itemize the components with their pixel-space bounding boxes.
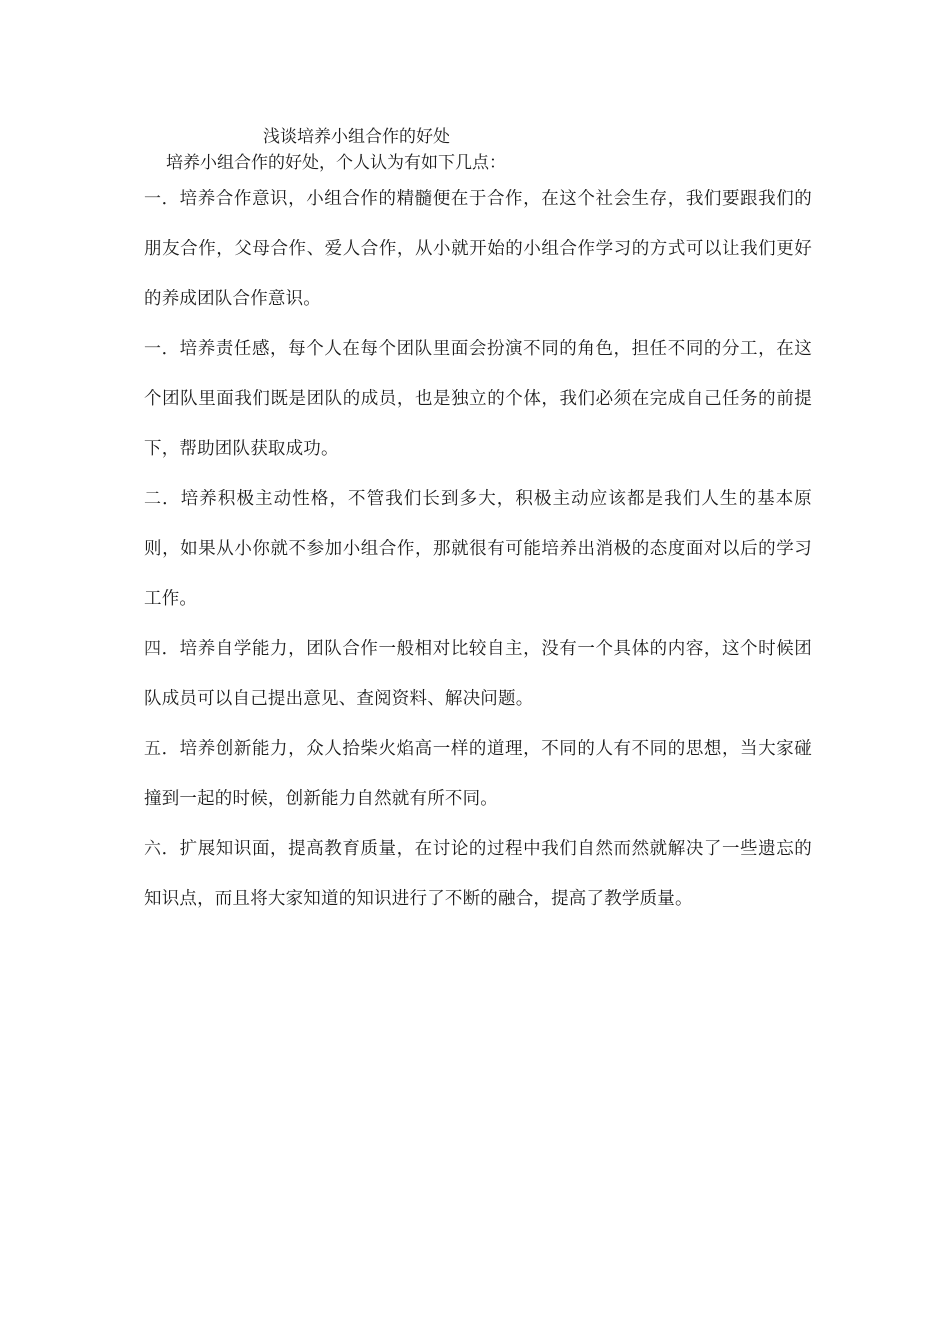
paragraph-text: ．培养创新能力，众人拾柴火焰高一样的道理，不同的人有不同的思想，当大家碰撞到一起的时候，创新能力自然就有所不同。 — [144, 739, 812, 809]
paragraph-1 — [144, 174, 812, 324]
paragraph-3 — [144, 474, 812, 624]
document-title: 浅谈培养小组合作的好处 — [263, 127, 450, 147]
paragraph-marker: 一 — [144, 339, 162, 359]
paragraph-text: ．培养积极主动性格，不管我们长到多大，积极主动应该都是我们人生的基本原则，如果从小你就不参加小组合作，那就很有可能培养出消极的态度面对以后的学习工作。 — [144, 489, 813, 609]
paragraph-4 — [144, 624, 812, 724]
paragraph-text: ．培养责任感，每个人在每个团队里面会扮演不同的角色，担任不同的分工，在这个团队里面我们既是团队的成员，也是独立的个体，我们必须在完成自己任务的前提下，帮助团队获取成功。 — [144, 339, 812, 459]
intro-line: 培养小组合作的好处，个人认为有如下几点： — [166, 153, 506, 173]
paragraph-6 — [144, 824, 812, 924]
document-body — [144, 174, 812, 924]
paragraph-text: ．扩展知识面，提高教育质量，在讨论的过程中我们自然而然就解决了一些遗忘的知识点，而且将大家知道的知识进行了不断的融合，提高了教学质量。 — [144, 839, 812, 909]
paragraph-text: ．培养自学能力，团队合作一般相对比较自主，没有一个具体的内容，这个时候团队成员可以自己提出意见、查阅资料、解决问题。 — [144, 639, 812, 709]
paragraph-marker: 一 — [144, 189, 162, 209]
paragraph-marker: 二 — [144, 489, 163, 509]
paragraph-marker: 六 — [144, 839, 162, 859]
paragraph-5 — [144, 724, 812, 824]
paragraph-2 — [144, 324, 812, 474]
paragraph-text: ．培养合作意识，小组合作的精髓便在于合作，在这个社会生存，我们要跟我们的朋友合作，父母合作、爱人合作，从小就开始的小组合作学习的方式可以让我们更好的养成团队合作意识。 — [144, 189, 812, 309]
paragraph-marker: 四 — [144, 639, 162, 659]
paragraph-marker: 五 — [144, 739, 162, 759]
